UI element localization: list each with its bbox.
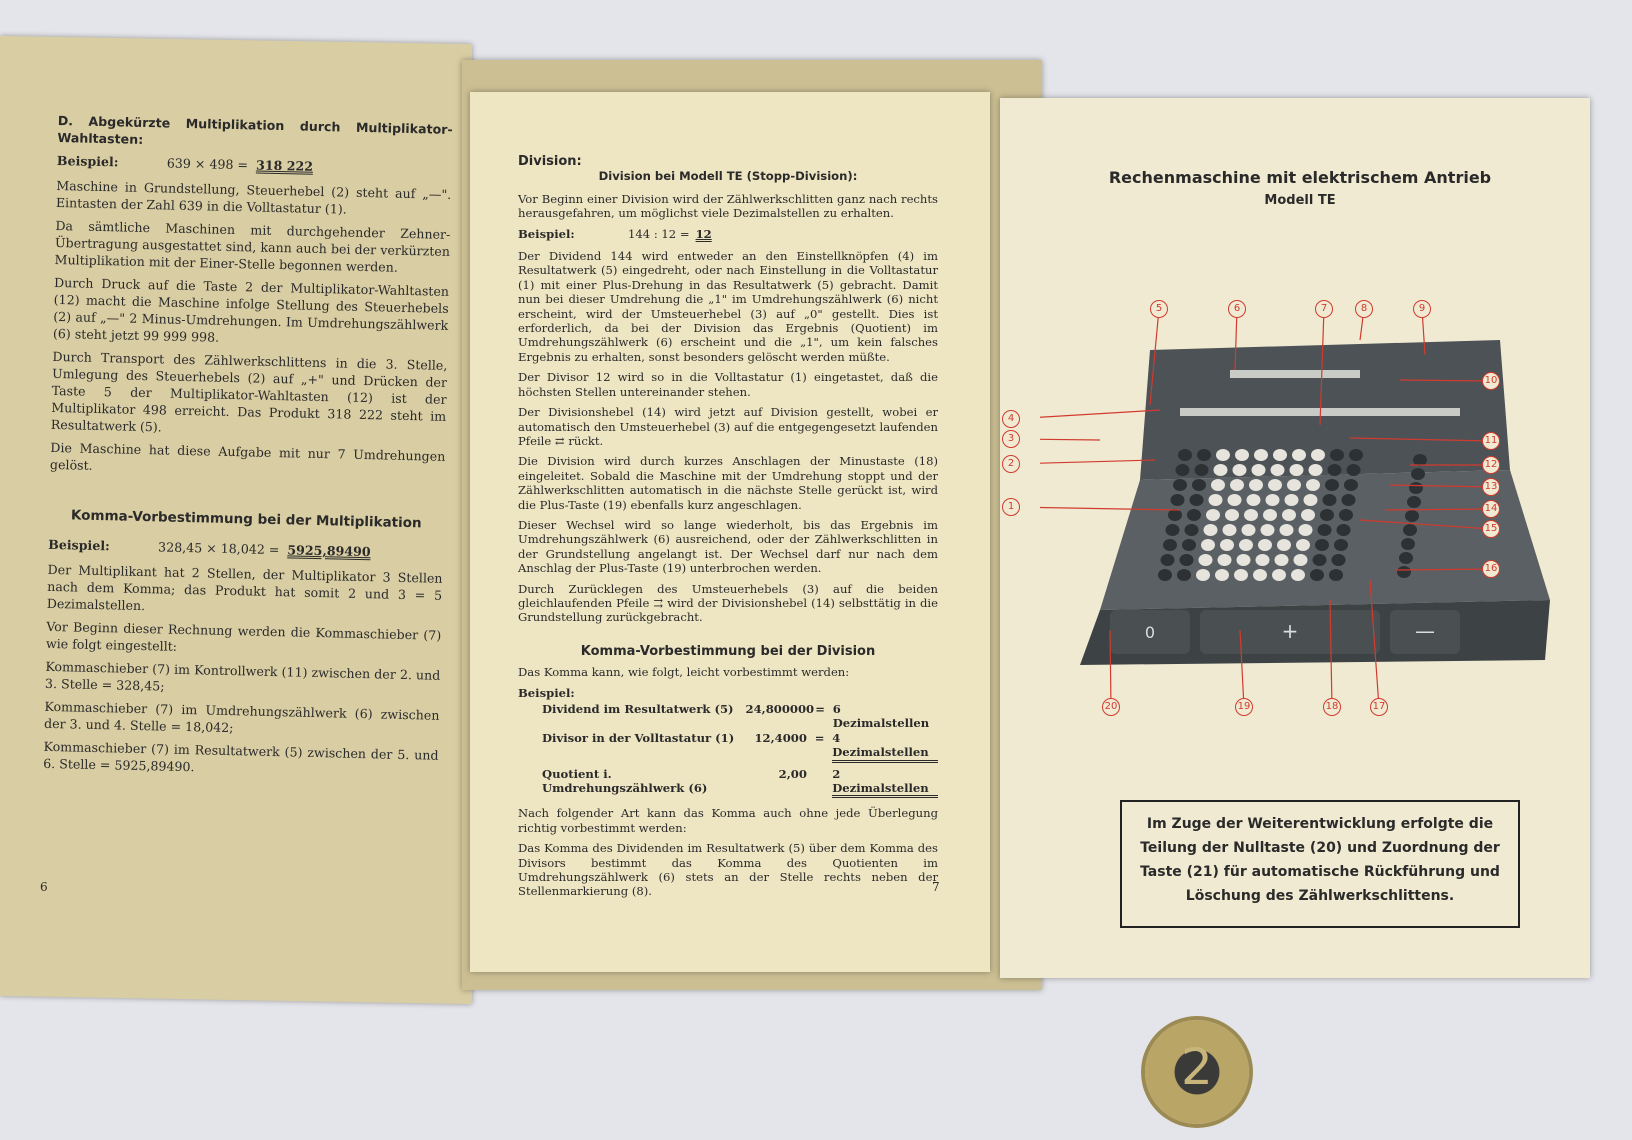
multiplier-key — [1403, 524, 1417, 536]
keyboard-key — [1313, 554, 1327, 566]
keyboard-key — [1196, 569, 1210, 581]
callout-6: 6 — [1228, 300, 1246, 318]
keyboard-key — [1323, 494, 1337, 506]
left-example-result: 318 222 — [255, 157, 314, 174]
multiplier-key — [1411, 468, 1425, 480]
keyboard-key — [1292, 449, 1306, 461]
keyboard-key — [1296, 539, 1310, 551]
callout-5: 5 — [1150, 300, 1168, 318]
keyboard-key — [1239, 539, 1253, 551]
keyboard-key — [1249, 479, 1263, 491]
keyboard-key — [1247, 494, 1261, 506]
callout-leader-3 — [1040, 439, 1100, 440]
right-page-heading — [1020, 168, 1580, 208]
callout-18: 18 — [1323, 698, 1341, 716]
plus-key-label: + — [1281, 619, 1299, 643]
keyboard-key — [1234, 569, 1248, 581]
callout-leader-4 — [1040, 410, 1160, 419]
callout-12: 12 — [1482, 456, 1500, 474]
decimal-table — [542, 702, 938, 798]
middle-intro: Vor Beginn einer Division wird der Zählwerkschlitten ganz nach rechts herausgefahren, um möglichst viele Dezimalstellen zu erhalten. — [518, 191, 938, 221]
left-paragraph: Die Maschine hat diese Aufgabe mit nur 7 Umdrehungen gelöst. — [49, 439, 446, 473]
keyboard-key — [1290, 464, 1304, 476]
keyboard-key — [1349, 449, 1363, 461]
decimal-table-row: Quotient i. Umdrehungszählwerk (6) 2,00 2 Dezimalstellen — [542, 767, 938, 799]
keyboard-key — [1273, 449, 1287, 461]
callout-9: 9 — [1413, 300, 1431, 318]
keyboard-key — [1161, 554, 1175, 566]
callout-leader-2 — [1040, 460, 1155, 464]
keyboard-key — [1168, 509, 1182, 521]
middle-paragraph: Die Division wird durch kurzes Anschlagen der Minustaste (18) eingeleitet. Sobald die Maschine mit der Umdrehung stoppt und der Zählwerkschlitten automatisch in die nächste Stelle gerückt ist, wird die Plus-Taste (19) ebenfalls kurz angeschlagen. — [518, 454, 938, 512]
keyboard-key — [1225, 509, 1239, 521]
multiplier-key — [1397, 566, 1411, 578]
callout-11: 11 — [1482, 432, 1500, 450]
keyboard-key — [1330, 449, 1344, 461]
keyboard-key — [1252, 464, 1266, 476]
left-example-label: Beispiel: — [56, 152, 119, 170]
left-paragraph: Durch Druck auf die Taste 2 der Multiplikator-Wahltasten (12) macht die Maschine infolge Stellung des Steuerhebels (2) auf „—" 2 Minus-Umdrehungen. Im Umdrehungszählwerk (6) steht jetzt 99 999 998. — [52, 274, 450, 345]
callout-8: 8 — [1355, 300, 1373, 318]
decimal-table-row: Divisor in der Volltastatur (1) 12,4000 = 4 Dezimalstellen — [542, 731, 938, 763]
keyboard-key — [1334, 539, 1348, 551]
middle-paragraph: Der Divisor 12 wird so in die Volltastatur (1) eingetastet, daß die höchsten Stellen untereinander stehen. — [518, 370, 938, 399]
keyboard-key — [1301, 509, 1315, 521]
middle-paragraph: Das Komma des Dividenden im Resultatwerk (5) über dem Komma des Divisors bestimmt das Komma des Quotienten im Umdrehungszählwerk (6) stets an der Stelle rechts neben der Stellenmarkierung (8). — [518, 841, 938, 899]
callout-2: 2 — [1002, 455, 1020, 473]
callout-20: 20 — [1102, 698, 1120, 716]
middle-paragraph: Durch Zurücklegen des Umsteuerhebels (3) auf die beiden gleichlaufenden Pfeile ⇉ wird der Divisionshebel (14) selbsttätig in die Grundstellung zurückgebracht. — [518, 581, 938, 625]
middle-heading: Division: — [518, 154, 582, 169]
keyboard-key — [1272, 569, 1286, 581]
keyboard-key — [1166, 524, 1180, 536]
multiplier-key — [1407, 496, 1421, 508]
keyboard-key — [1342, 494, 1356, 506]
middle-paragraph: Der Divisionshebel (14) wird jetzt auf Division gestellt, wobei er automatisch den Umsteuerhebel (3) auf die entgegengesetzt laufenden Pfeile ⇄ rückt. — [518, 405, 938, 448]
callout-13: 13 — [1482, 478, 1500, 496]
middle-paragraph: Nach folgender Art kann das Komma auch ohne jede Überlegung richtig vorbestimmt werden: — [518, 806, 938, 835]
keyboard-key — [1299, 524, 1313, 536]
multiplier-key — [1413, 454, 1427, 466]
keyboard-key — [1180, 554, 1194, 566]
keyboard-key — [1228, 494, 1242, 506]
middle-paragraph: Dieser Wechsel wird so lange wiederholt, bis das Ergebnis im Umdrehungszählwerk (6) ausreichend, oder der Zählwerkschlitten in der Grundstellung angelangt ist. Der Wechsel darf nur nach dem Anschlag der Plus-Taste (19) unterbrochen werden. — [518, 517, 938, 576]
middle-example-expr: 144 : 12 = — [628, 226, 690, 241]
middle-example-label: Beispiel: — [518, 226, 575, 241]
left-example2-label: Beispiel: — [48, 536, 110, 554]
multiplier-key — [1409, 482, 1423, 494]
keyboard-key — [1285, 494, 1299, 506]
left-paragraph: Der Multiplikant hat 2 Stellen, der Multiplikator 3 Stellen nach dem Komma; das Produkt hat somit 2 und 3 = 5 Dezimalstellen. — [46, 561, 443, 614]
middle-section-intro: Das Komma kann, wie folgt, leicht vorbestimmt werden: — [518, 665, 850, 680]
callout-19: 19 — [1235, 698, 1253, 716]
keyboard-key — [1163, 539, 1177, 551]
keyboard-key — [1233, 464, 1247, 476]
keyboard-key — [1190, 494, 1204, 506]
keyboard-key — [1218, 554, 1232, 566]
callout-15: 15 — [1482, 520, 1500, 538]
keyboard-key — [1328, 464, 1342, 476]
coin-value: 2 — [1181, 1038, 1213, 1096]
callout-16: 16 — [1482, 560, 1500, 578]
keyboard-key — [1310, 569, 1324, 581]
minus-key-label: — — [1415, 619, 1435, 643]
keyboard-key — [1177, 569, 1191, 581]
middle-page-text — [518, 155, 938, 905]
keyboard-key — [1195, 464, 1209, 476]
keyboard-key — [1199, 554, 1213, 566]
keyboard-key — [1201, 539, 1215, 551]
keyboard-key — [1223, 524, 1237, 536]
keyboard-key — [1337, 524, 1351, 536]
machine-title: Rechenmaschine mit elektrischem Antrieb — [1108, 168, 1492, 187]
keyboard-key — [1268, 479, 1282, 491]
keyboard-key — [1344, 479, 1358, 491]
middle-section-heading: Komma-Vorbestimmung bei der Division — [580, 643, 876, 659]
keyboard-key — [1235, 449, 1249, 461]
middle-example2-label: Beispiel: — [518, 685, 575, 700]
callout-3: 3 — [1002, 430, 1020, 448]
callout-17: 17 — [1370, 698, 1388, 716]
left-page-text — [43, 112, 453, 787]
keyboard-key — [1214, 464, 1228, 476]
keyboard-key — [1192, 479, 1206, 491]
keyboard-key — [1332, 554, 1346, 566]
keyboard-key — [1258, 539, 1272, 551]
middle-page-number: 7 — [932, 880, 940, 894]
callout-4: 4 — [1002, 410, 1020, 428]
middle-subheading: Division bei Modell TE (Stopp-Division): — [598, 169, 858, 184]
keyboard-key — [1230, 479, 1244, 491]
keyboard-key — [1263, 509, 1277, 521]
keyboard-key — [1287, 479, 1301, 491]
left-section-heading: Komma-Vorbestimmung bei der Multiplikation — [70, 507, 422, 532]
multiplier-key — [1405, 510, 1419, 522]
left-paragraph: Da sämtliche Maschinen mit durchgehender Zehner-Übertragung ausgestattet sind, kann auch bei der verkürzten Multiplikation mit der Einer-Stelle begonnen werden. — [54, 217, 451, 275]
keyboard-key — [1244, 509, 1258, 521]
keyboard-key — [1209, 494, 1223, 506]
left-paragraph: Kommaschieber (7) im Resultatwerk (5) zwischen der 5. und 6. Stelle = 5925,89490. — [43, 738, 439, 775]
keyboard-key — [1215, 569, 1229, 581]
keyboard-key — [1329, 569, 1343, 581]
keyboard-key — [1254, 449, 1268, 461]
keyboard-key — [1294, 554, 1308, 566]
keyboard-key — [1306, 479, 1320, 491]
revolution-counter-window — [1230, 370, 1360, 378]
left-paragraph: Kommaschieber (7) im Kontrollwerk (11) zwischen der 2. und 3. Stelle = 328,45; — [44, 658, 441, 694]
keyboard-key — [1211, 479, 1225, 491]
machine-subtitle: Modell TE — [1264, 193, 1336, 208]
euro-coin — [1145, 1020, 1249, 1124]
keyboard-key — [1253, 569, 1267, 581]
keyboard-key — [1291, 569, 1305, 581]
keyboard-key — [1187, 509, 1201, 521]
callout-7: 7 — [1315, 300, 1333, 318]
callout-10: 10 — [1482, 372, 1500, 390]
middle-example-result: 12 — [695, 226, 712, 241]
left-example-expr: 639 × 498 = — [166, 155, 249, 173]
left-heading: D. Abgekürzte Multiplikation durch Multiplikator-Wahltasten: — [57, 112, 453, 147]
keyboard-key — [1309, 464, 1323, 476]
keyboard-key — [1178, 449, 1192, 461]
keyboard-key — [1204, 524, 1218, 536]
keyboard-key — [1271, 464, 1285, 476]
keyboard-key — [1197, 449, 1211, 461]
left-paragraph: Maschine in Grundstellung, Steuerhebel (2) steht auf „—". Eintasten der Zahl 639 in die Volltastatur (1). — [55, 177, 452, 217]
keyboard-key — [1339, 509, 1353, 521]
zero-key-label: 0 — [1144, 623, 1156, 642]
keyboard-key — [1182, 539, 1196, 551]
keyboard-key — [1206, 509, 1220, 521]
keyboard-key — [1304, 494, 1318, 506]
multiplier-key — [1399, 552, 1413, 564]
keyboard-key — [1216, 449, 1230, 461]
keyboard-key — [1185, 524, 1199, 536]
keyboard-key — [1158, 569, 1172, 581]
keyboard-key — [1320, 509, 1334, 521]
keyboard-key — [1311, 449, 1325, 461]
left-page-number: 6 — [40, 880, 48, 894]
keyboard-key — [1242, 524, 1256, 536]
callout-14: 14 — [1482, 500, 1500, 518]
left-paragraph: Durch Transport des Zählwerkschlittens in die 3. Stelle, Umlegung des Steuerhebels (2) auf „+" und Drücken der Taste 5 der Multiplikator-Wahltasten (12) ist der Multiplikator 498 erreicht. Das Produkt 318 222 steht im Resultatwerk (5). — [50, 348, 448, 435]
multiplier-key — [1401, 538, 1415, 550]
keyboard-key — [1171, 494, 1185, 506]
left-paragraph: Kommaschieber (7) im Umdrehungszählwerk (6) zwischen der 3. und 4. Stelle = 18,042; — [43, 698, 440, 736]
keyboard-key — [1347, 464, 1361, 476]
keyboard-key — [1315, 539, 1329, 551]
development-notice: Im Zuge der Weiterentwicklung erfolgte die Teilung der Nulltaste (20) und Zuordnung der Taste (21) für automatische Rückführung und Löschung des Zählwerkschlittens. — [1120, 800, 1520, 928]
keyboard-key — [1282, 509, 1296, 521]
keyboard-key — [1220, 539, 1234, 551]
keyboard-key — [1173, 479, 1187, 491]
keyboard-key — [1325, 479, 1339, 491]
left-paragraph: Vor Beginn dieser Rechnung werden die Kommaschieber (7) wie folgt eingestellt: — [45, 618, 442, 654]
keyboard-key — [1275, 554, 1289, 566]
callout-1: 1 — [1002, 498, 1020, 516]
middle-paragraph: Der Dividend 144 wird entweder an den Einstellknöpfen (4) im Resultatwerk (5) eingedreht, oder nach Einstellung in die Volltastatur (1) mit einer Plus-Drehung in das Resultatwerk (5) gebracht. Damit nun bei dieser Umdrehung die „1" im Umdrehungszählwerk (6) nicht erscheint, wird der Umsteuerhebel (3) auf „0" gestellt. Dies ist erforderlich, da bei der Division das Ergebnis (Quotient) im Umdrehungszählwerk (6) erscheint und die „1", um kein falsches Ergebnis zu erhalten, sonst besonders gelöscht werden müßte. — [518, 249, 938, 364]
keyboard-key — [1261, 524, 1275, 536]
keyboard-key — [1318, 524, 1332, 536]
keyboard-key — [1176, 464, 1190, 476]
decimal-table-row: Dividend im Resultatwerk (5) 24,800000 = 6 Dezimalstellen — [542, 702, 930, 731]
keyboard-key — [1237, 554, 1251, 566]
left-example2-result: 5925,89490 — [287, 542, 371, 560]
keyboard-key — [1277, 539, 1291, 551]
keyboard-key — [1280, 524, 1294, 536]
left-example2-expr: 328,45 × 18,042 = — [157, 539, 280, 558]
keyboard-key — [1266, 494, 1280, 506]
keyboard-key — [1256, 554, 1270, 566]
